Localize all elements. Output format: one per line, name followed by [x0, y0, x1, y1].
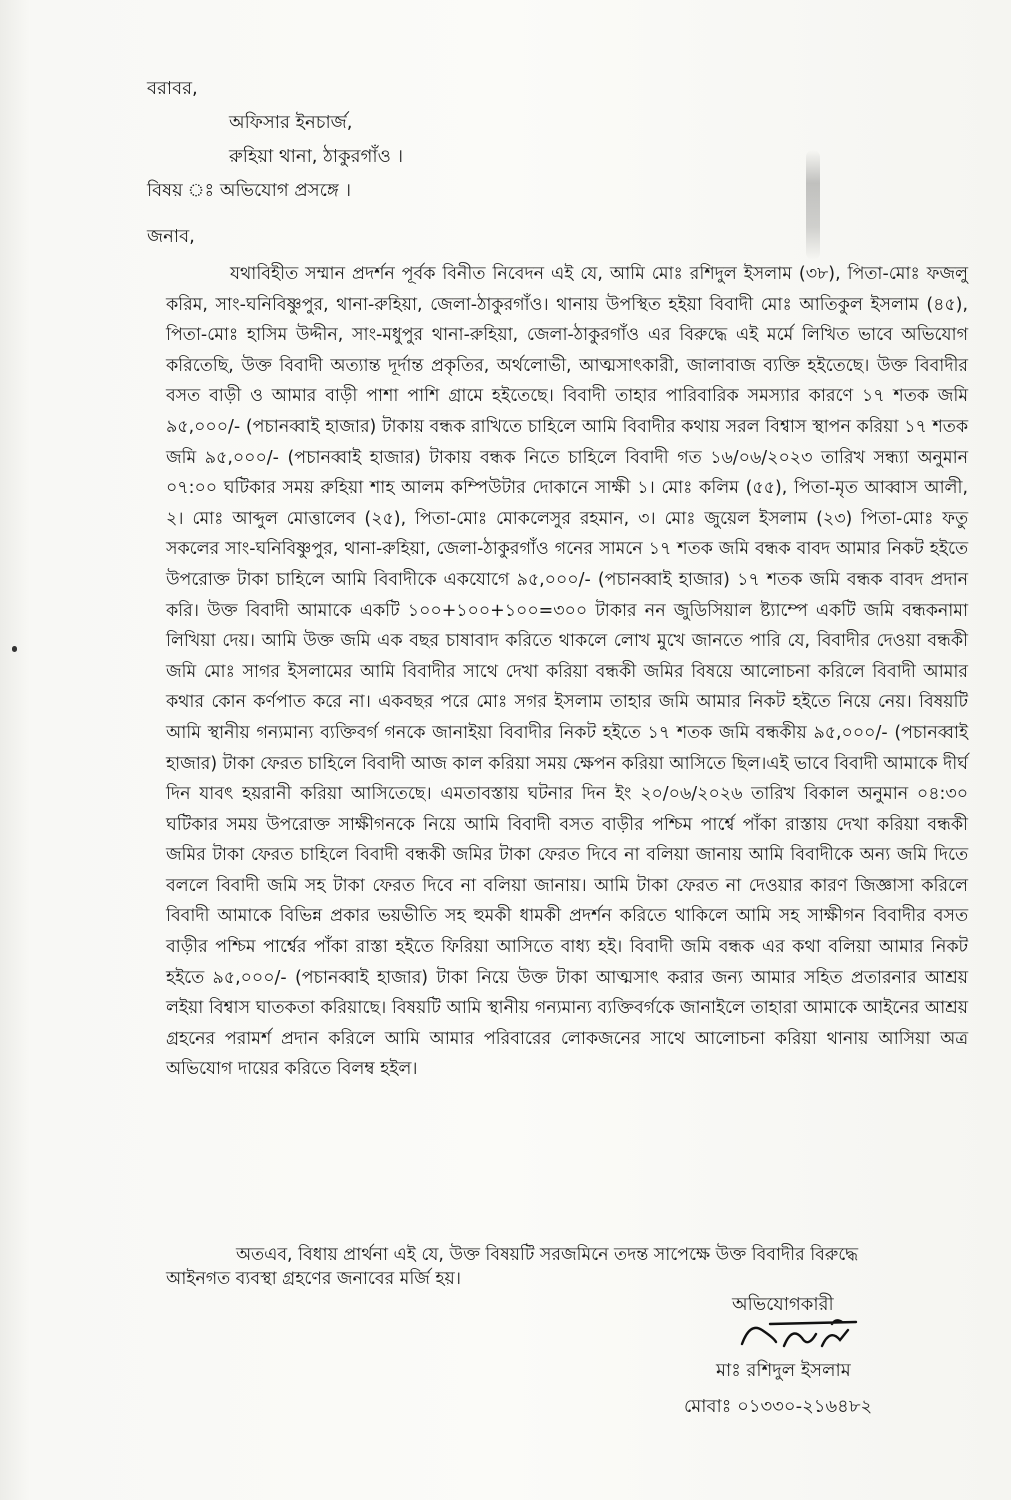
- prayer-line-2: আইনগত ব্যবস্থা গ্রহণের জনাবের মর্জি হয়।: [166, 1269, 461, 1289]
- prayer-paragraph: [236, 1240, 968, 1271]
- ink-dot: [12, 646, 17, 652]
- handwritten-signature: [736, 1316, 866, 1364]
- complainant-label: অভিযোগকারী: [732, 1294, 834, 1315]
- complainant-name: মাঃ রশিদুল ইসলাম: [716, 1360, 851, 1381]
- scan-smudge: [806, 150, 820, 260]
- salutation-to: বরাবর,: [147, 78, 198, 99]
- complaint-body: যথাবিহীত সম্মান প্রদর্শন পূর্বক বিনীত নিবেদন এই যে, আমি মোঃ রশিদুল ইসলাম (৩৮), পিতা-মোঃ ফজলু করিম, সাং-ঘনিবিষ্ণুপুর, থানা-রুহিয়া, জেলা-ঠাকুরগাঁও। থানায় উপস্থিত হইয়া বিবাদী মোঃ আতিকুল ইসলাম (৪৫), পিতা-মোঃ হাসিম উদ্দীন, সাং-মধুপুর থানা-রুহিয়া, জেলা-ঠাকুরগাঁও এর বিরুদ্ধে এই মর্মে লিখিত ভাবে অভিযোগ করিতেছি, উক্ত বিবাদী অত্যান্ত দূর্দান্ত প্রকৃতির, অর্থলোভী, আত্মসাৎকারী, জালাবাজ ব্যক্তি হইতেছে। উক্ত বিবাদীর বসত বাড়ী ও আমার বাড়ী পাশা পাশি গ্রামে হইতেছে। বিবাদী তাহার পারিবারিক সমস্যার কারণে ১৭ শতক জমি ৯৫,০০০/- (পচানব্বাই হাজার) টাকায় বন্ধক রাখিতে চাহিলে আমি বিবাদীর কথায় সরল বিশ্বাস স্থাপন করিয়া ১৭ শতক জমি ৯৫,০০০/- (পচানব্বাই হাজার) টাকায় বন্ধক নিতে চাহিলে বিবাদী গত ১৬/০৬/২০২৩ তারিখ সন্ধ্যা অনুমান ০৭:০০ ঘটিকার সময় রুহিয়া শাহ আলম কম্পিউটার দোকানে সাক্ষী ১। মোঃ কলিম (৫৫), পিতা-মৃত আব্বাস আলী, ২। মোঃ আব্দুল মোত্তালেব (২৫), পিতা-মোঃ মোকলেসুর রহমান, ৩। মোঃ জুয়েল ইসলাম (২৩) পিতা-মোঃ ফতু সকলের সাং-ঘনিবিষ্ণুপুর, থানা-রুহিয়া, জেলা-ঠাকুরগাঁও গনের সামনে ১৭ শতক জমি বন্ধক বাবদ আমার নিকট হইতে উপরোক্ত টাকা চাহিলে আমি বিবাদীকে একযোগে ৯৫,০০০/- (পচানব্বাই হাজার) ১৭ শতক জমি বন্ধক বাবদ প্রদান করি। উক্ত বিবাদী আমাকে একটি ১০০+১০০+১০০=৩০০ টাকার নন জুডিসিয়াল ষ্ট্যাম্পে একটি জমি বন্ধকনামা লিখিয়া দেয়। আমি উক্ত জমি এক বছর চাষাবাদ করিতে থাকলে লোখ মুখে জানতে পারি যে, বিবাদীর দেওয়া বন্ধকী জমি মোঃ সাগর ইসলামের আমি বিবাদীর সাথে দেখা করিয়া বন্ধকী জমির বিষয়ে আলোচনা করিলে বিবাদী আমার কথার কোন কর্ণপাত করে না। একবছর পরে মোঃ সগর ইসলাম তাহার জমি আমার নিকট হইতে নিয়ে নেয়। বিষয়টি আমি স্থানীয় গন্যমান্য ব্যক্তিবর্গ গনকে জানাইয়া বিবাদীর নিকট হইতে ১৭ শতক জমি বন্ধকীয় ৯৫,০০০/- (পচানব্বাই হাজার) টাকা ফেরত চাহিলে বিবাদী আজ কাল করিয়া সময় ক্ষেপন করিয়া আসিতে ছিল।এই ভাবে বিবাদী আমাকে দীর্ঘ দিন যাবৎ হয়রানী করিয়া আসিতেছে। এমতাবস্তায় ঘটনার দিন ইং ২০/০৬/২০২৬ তারিখ বিকাল অনুমান ০৪:৩০ ঘটিকার সময় উপরোক্ত সাক্ষীগনকে নিয়ে আমি বিবাদী বসত বাড়ীর পশ্চিম পার্শ্বে পাঁকা রাস্তায় দেখা করিয়া বন্ধকী জমির টাকা ফেরত চাহিলে বিবাদী বন্ধকী জমির টাকা ফেরত দিবে না বলিয়া জানায় আমি বিবাদীকে অন্য জমি দিতে বললে বিবাদী জমি সহ টাকা ফেরত দিবে না বলিয়া জানায়। আমি টাকা ফেরত না দেওয়ার কারণ জিজ্ঞাসা করিলে বিবাদী আমাকে বিভিন্ন প্রকার ভয়ভীতি সহ হুমকী ধামকী প্রদর্শন করিতে থাকিলে আমি সহ সাক্ষীগন বিবাদীর বসত বাড়ীর পশ্চিম পার্শ্বের পাঁকা রাস্তা হইতে ফিরিয়া আসিতে বাধ্য হই। বিবাদী জমি বন্ধক এর কথা বলিয়া আমার নিকট হইতে ৯৫,০০০/- (পচানব্বাই হাজার) টাকা নিয়ে উক্ত টাকা আত্মসাৎ করার জন্য আমার সহিত প্রতারনার আশ্রয় লইয়া বিশ্বাস ঘাতকতা করিয়াছে। বিষয়টি আমি স্থানীয় গন্যমান্য ব্যক্তিবর্গকে জানাইলে তাহারা আমাকে আইনের আশ্রয় গ্রহনের পরামর্শ প্রদান করিলে আমি আমার পরিবারের লোকজনের সাথে আলোচনা করিয়া থানায় আসিয়া অত্র অভিযোগ দায়ের করিতে বিলম্ব হইল।: [166, 264, 968, 1080]
- recipient-station: রুহিয়া থানা, ঠাকুরগাঁও ।: [229, 146, 404, 167]
- complainant-mobile: মোবাঃ ০১৩৩০-২১৬৪৮২: [684, 1396, 873, 1417]
- prayer-line-1: অতএব, বিধায় প্রার্থনা এই যে, উক্ত বিষয়টি সরজমিনে তদন্ত সাপেক্ষে উক্ত বিবাদীর বিরুদ্ধে: [236, 1245, 858, 1265]
- greeting: জনাব,: [147, 226, 195, 247]
- recipient-title: অফিসার ইনচার্জ,: [229, 112, 353, 133]
- subject-line: বিষয় ঃ অভিযোগ প্রসঙ্গে ।: [147, 180, 351, 201]
